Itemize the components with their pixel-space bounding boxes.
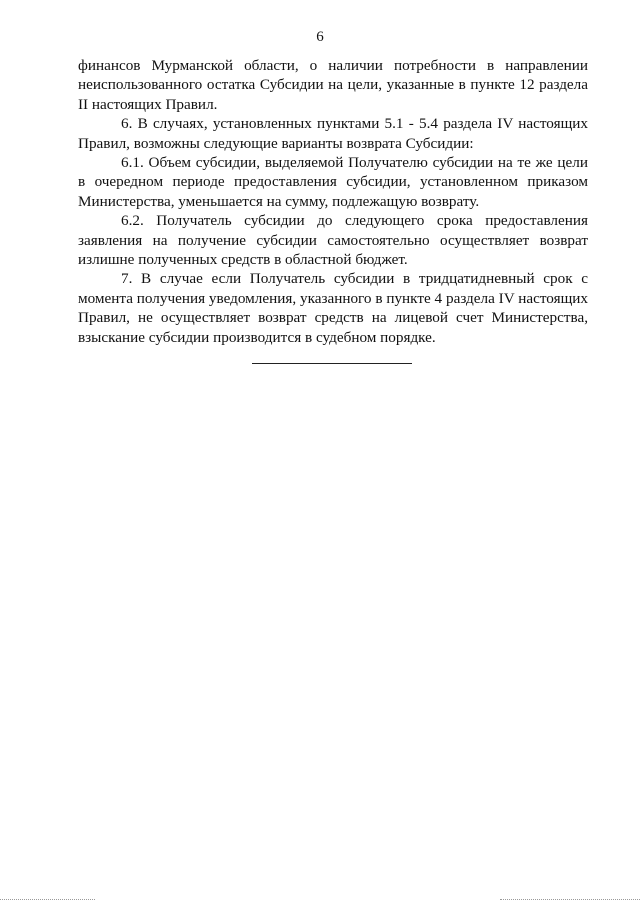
paragraph-continuation: финансов Мурманской области, о наличии потребности в направлении неиспользованного остатка Субсидии на цели, указанные в пункте 12 раздела II настоящих Правил. — [78, 57, 588, 113]
document-body — [78, 56, 588, 347]
scan-artifact-left — [0, 899, 95, 900]
paragraph-6-1: 6.1. Объем субсидии, выделяемой Получателю субсидии на те же цели в очередном периоде предоставления субсидии, установленном приказом Министерства, уменьшается на сумму, подлежащую возврату. — [78, 154, 588, 210]
paragraph-6-2: 6.2. Получатель субсидии до следующего срока предоставления заявления на получение субсидии самостоятельно осуществляет возврат излишне полученных средств в областной бюджет. — [78, 212, 588, 269]
closing-separator-line — [252, 363, 412, 364]
paragraph-6: 6. В случаях, установленных пунктами 5.1 - 5.4 раздела IV настоящих Правил, возможны следующие варианты возврата Субсидии: — [78, 115, 588, 152]
page-number: 6 — [316, 29, 324, 45]
paragraph-7: 7. В случае если Получатель субсидии в тридцатидневный срок с момента получения уведомления, указанного в пункте 4 раздела IV настоящих Правил, не осуществляет возврат средств на лицевой счет Министерства, взыскание субсидии производится в судебном порядке. — [78, 270, 588, 346]
scan-artifact-right — [500, 899, 640, 900]
